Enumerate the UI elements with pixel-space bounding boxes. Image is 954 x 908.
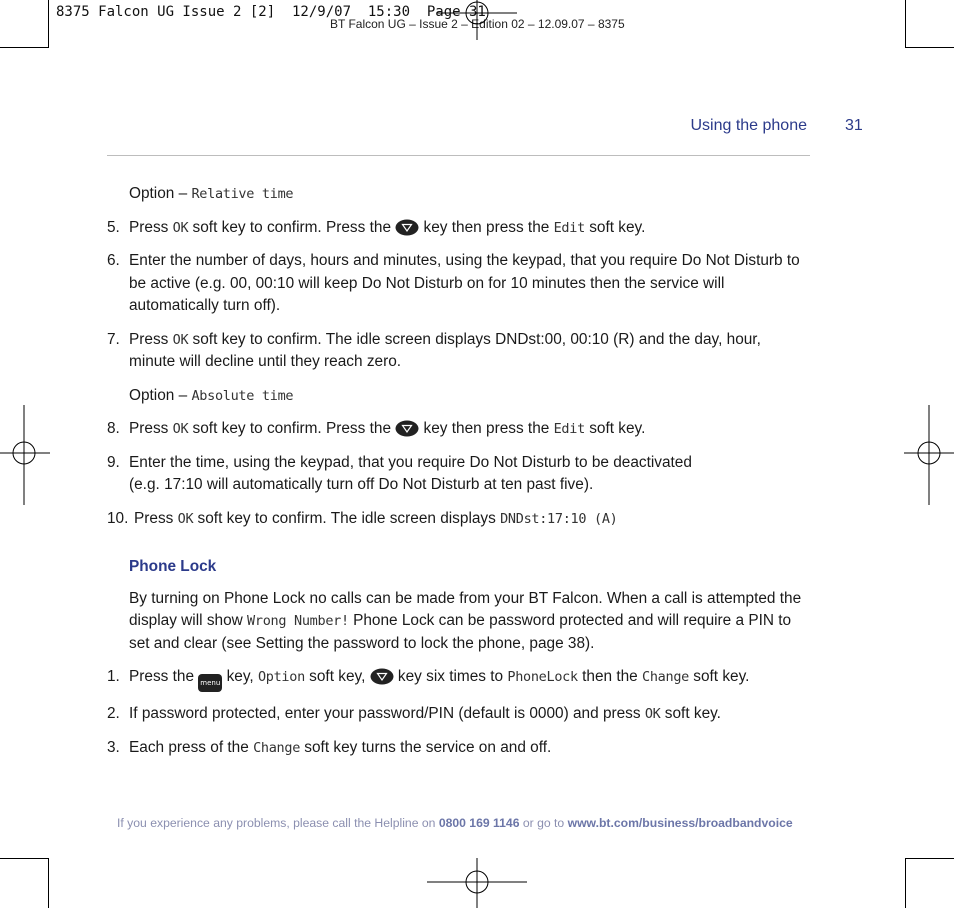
helpline-phone: 0800 169 1146 <box>438 816 520 830</box>
lcd-text: OK <box>172 219 189 236</box>
step-7: 7. Press OK soft key to confirm. The idle screen displays DNDst:00, 00:10 (R) and the day, hour, minute will decline until they reach zero. <box>107 329 810 374</box>
section-title: Using the phone <box>690 117 807 134</box>
lcd-text: Relative time <box>191 186 294 202</box>
crop-mark <box>905 47 954 48</box>
header-rule <box>107 155 810 156</box>
registration-mark-right-icon <box>904 405 954 505</box>
lcd-text: Change <box>642 669 689 685</box>
step-number: 5. <box>107 218 120 236</box>
option-relative: Option – Relative time <box>129 185 294 202</box>
step-10: 10. Press OK soft key to confirm. The idle screen displays DNDst:17:10 (A) <box>107 508 810 531</box>
step-number: 3. <box>107 738 120 756</box>
page-number: 31 <box>845 117 863 134</box>
crop-mark <box>905 858 954 859</box>
crop-mark <box>48 0 49 48</box>
lcd-text: Edit <box>553 421 585 437</box>
lcd-text: PhoneLock <box>507 669 578 685</box>
step-number: 8. <box>107 420 120 437</box>
down-arrow-key-icon <box>370 668 394 685</box>
lcd-text: Option <box>257 669 305 685</box>
page-content <box>107 183 810 770</box>
step-6: 6. Enter the number of days, hours and minutes, using the keypad, that you require Do Not Disturb to be active (e.g. 00, 00:10 will keep Do Not Disturb on for 10 minutes then the service will automatically turn off). <box>107 250 810 318</box>
phone-lock-description: By turning on Phone Lock no calls can be made from your BT Falcon. When a call is attempted the display will show Wrong Number! Phone Lock can be password protected and will require a PIN to set and clear (see Setting the password to lock the phone, page 38). <box>129 589 802 652</box>
step-number: 10. <box>107 509 129 527</box>
lcd-text: Change <box>253 739 301 756</box>
lcd-text: Edit <box>553 219 585 236</box>
down-arrow-key-icon <box>395 219 419 236</box>
lcd-text: Wrong Number! <box>247 613 349 629</box>
crop-mark <box>0 858 49 859</box>
print-slug-edition: BT Falcon UG – Issue 2 – Edition 02 – 12.09.07 – 8375 <box>330 17 625 31</box>
crop-mark <box>905 0 906 48</box>
step-9: 9. Enter the time, using the keypad, that you require Do Not Disturb to be deactivated (e.g. 17:10 will automatically turn off Do Not Disturb at ten past five). <box>107 452 810 497</box>
lock-step-2: 2. If password protected, enter your password/PIN (default is 0000) and press OK soft key. <box>107 703 810 726</box>
step-number: 7. <box>107 330 120 348</box>
crop-mark <box>905 858 906 908</box>
print-slug: 8375 Falcon UG Issue 2 [2] 12/9/07 15:30 Page 31 <box>56 4 486 20</box>
step-5: 5. Press OK soft key to confirm. Press the key then press the Edit soft key. <box>107 217 810 240</box>
lcd-text: DNDst:17:10 (A) <box>500 510 618 527</box>
step-number: 2. <box>107 705 120 722</box>
registration-mark-top-icon <box>437 0 517 40</box>
down-arrow-key-icon <box>395 420 419 437</box>
crop-mark <box>48 858 49 908</box>
lcd-text: OK <box>177 510 194 527</box>
lcd-text: OK <box>172 331 189 348</box>
registration-mark-left-icon <box>0 405 50 505</box>
step-number: 6. <box>107 252 120 269</box>
step-number: 1. <box>107 668 120 685</box>
menu-key-icon: menu <box>198 674 222 692</box>
support-url: www.bt.com/business/broadbandvoice <box>567 816 793 830</box>
option-absolute: Option – Absolute time <box>129 386 294 404</box>
helpline-footer: If you experience any problems, please call the Helpline on 0800 169 1146 or go to www.bt.com/business/broadbandvoice <box>117 816 793 830</box>
lcd-text: OK <box>644 706 661 722</box>
lcd-text: OK <box>172 421 189 437</box>
lock-step-1: 1. Press the menu key, Option soft key, key six times to PhoneLock then the Change soft key. <box>107 666 810 692</box>
lock-step-3: 3. Each press of the Change soft key turns the service on and off. <box>107 737 810 760</box>
registration-mark-bottom-icon <box>427 858 527 908</box>
step-number: 9. <box>107 453 120 471</box>
phone-lock-heading: Phone Lock <box>129 558 217 575</box>
lcd-text: Absolute time <box>191 387 294 404</box>
crop-mark <box>0 47 49 48</box>
step-8: 8. Press OK soft key to confirm. Press the key then press the Edit soft key. <box>107 418 810 441</box>
